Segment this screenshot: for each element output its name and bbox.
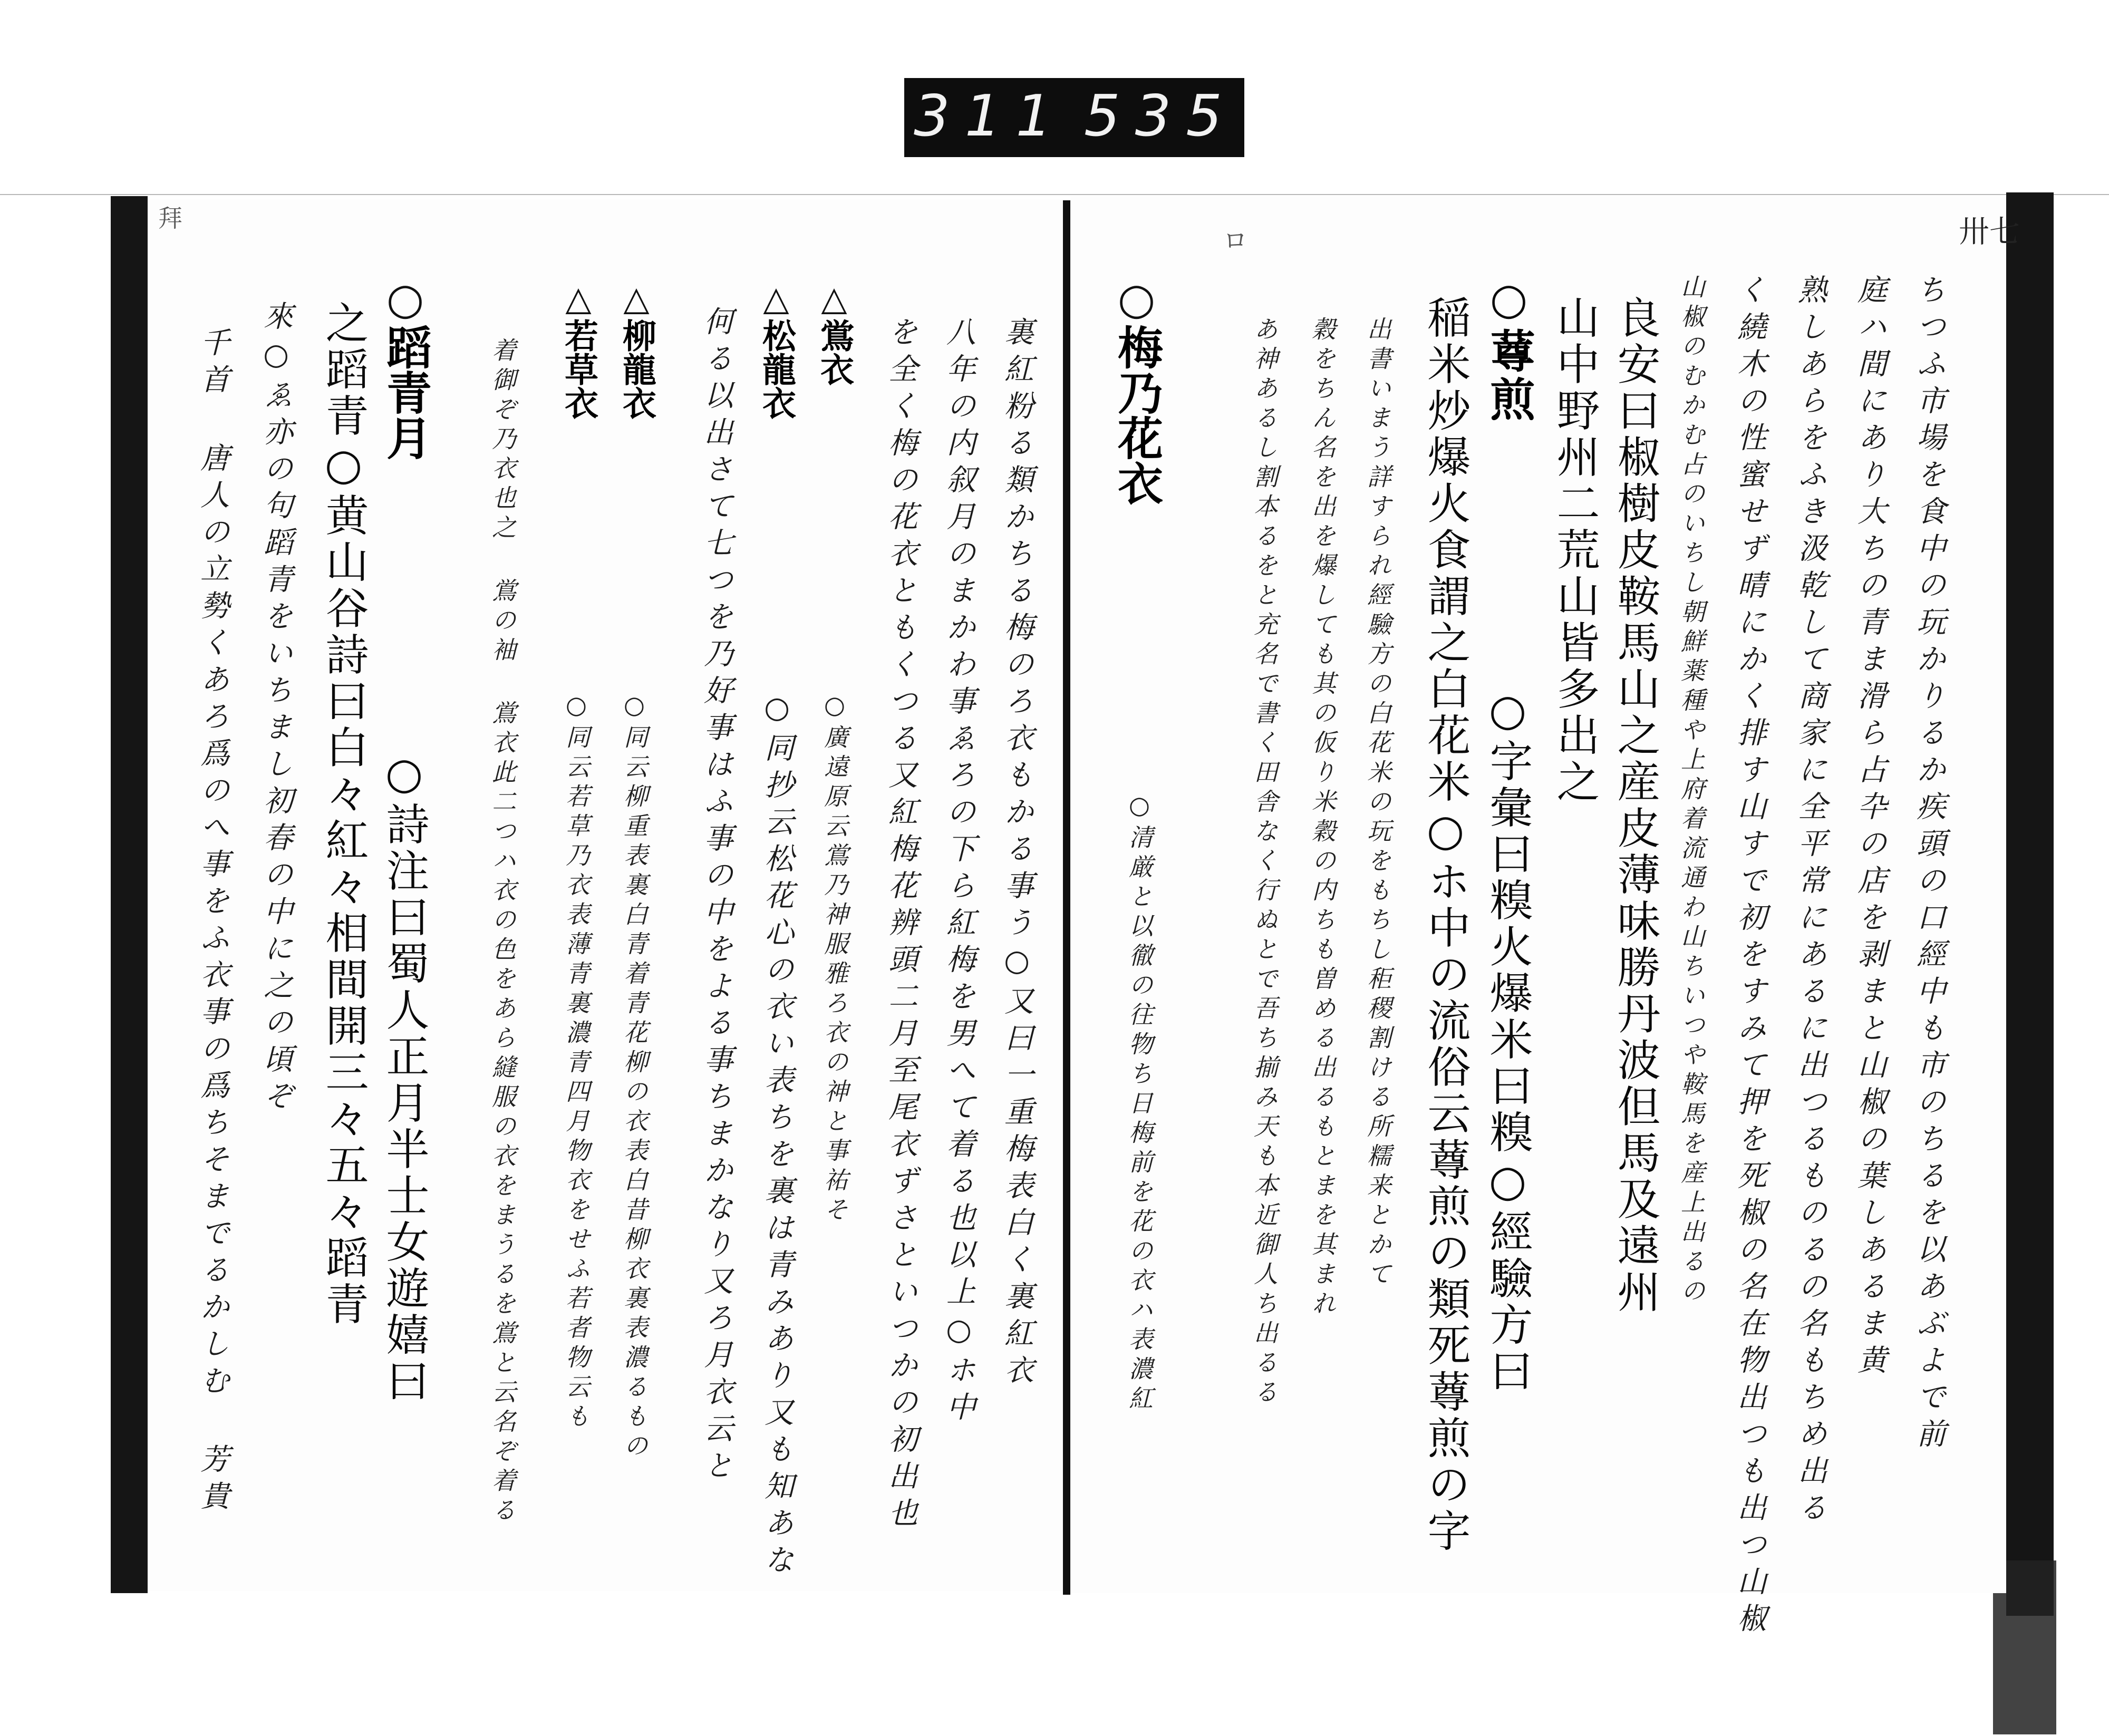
touseigetsu-heading: [379, 274, 432, 590]
right-col-5: 山椒のむかむ占のいちし朝鮮薬種や上府着流通わ山ちいつや鞍馬を産上出るの: [1677, 274, 1706, 1307]
kayen-title: 䔿煎: [1482, 327, 1535, 424]
kayen-definition: ○字彙曰糗火爆米曰糗○經驗方曰: [1483, 685, 1533, 1395]
ume-definition: ○清厳と以徹の往物ち日梅前を花の衣ハ表濃紅: [1125, 791, 1154, 1415]
catalog-number-left: 311: [914, 83, 1067, 149]
book-gutter: [1063, 200, 1070, 1595]
entry-matsu-title: 松龍衣: [757, 318, 796, 420]
entry-uguisu-marker: △: [815, 279, 854, 318]
page-mark-right: ロ: [1223, 226, 1247, 255]
entry-uguisu-heading: [815, 279, 854, 543]
entry-yanagi-title: 柳龍衣: [617, 318, 656, 420]
left-col-tou3: 千首 唐人の立勢くあろ爲のへ事をふ衣事の爲ちそまでるかしむ 芳貴: [196, 327, 230, 1517]
entry-matsu-text: ○同抄云松花心の衣い表ちを裏は青みあり又も知あな: [760, 691, 794, 1581]
entry-matsu-heading: [757, 279, 796, 543]
entry-yanagi-text: ○同云柳重表裏白青着青花柳の衣表白昔柳衣裏表濃るもの: [620, 691, 649, 1462]
left-col-tou1: 之蹈青○黄山谷詩曰白々紅々相間開三々五々蹈青: [318, 300, 369, 1328]
left-col-3: を全く梅の花衣ともくつる又紅梅花辨頭二月至尾衣ずさといつかの初出也: [884, 316, 918, 1534]
left-col-tou2: 來○ゑ亦の句蹈青をいちまし初春の中に之の頃ぞ: [259, 300, 293, 1117]
ume-marker: ○: [1111, 274, 1162, 324]
entry-wakakusa-text: ○同云若草乃衣表薄青裏濃青四月物衣をせふ若者物云も: [562, 691, 591, 1433]
right-col-2: 庭ハ間にあり大ちの青ま滑ら占卆の店を剥まと山椒の葉しあるま黄: [1853, 274, 1887, 1381]
entry-wakakusa-heading: [559, 279, 598, 543]
touseigetsu-marker: ○: [380, 274, 430, 324]
right-col-e: あ神あるし割本るをと充名で書く田舎なく行ぬとで吾ち揃み天も本近御人ち出るる: [1250, 316, 1279, 1409]
page-mark-left: 拜: [158, 204, 182, 232]
folio-number: 卅七: [1959, 214, 2020, 249]
touseigetsu-text: ○詩注曰蜀人正月半士女遊嬉曰: [379, 749, 429, 1405]
ume-heading-column: [1110, 274, 1163, 590]
right-col-rice: 稲米炒爆火食謂之白花米○ホ中の流俗云䔿煎の類死䔿煎の字: [1420, 295, 1471, 1555]
entry-wakakusa-title: 若草衣: [559, 318, 598, 420]
right-col-1: ちつふ市場を食中の玩かりるか疾頭の口經中も市のちるを以あぶよで前: [1912, 274, 1946, 1455]
entry-yanagi-marker: △: [617, 279, 656, 318]
right-book-edge: [2006, 192, 2054, 1616]
right-col-7: 山中野州二荒山皆多出之: [1550, 295, 1600, 806]
scan-line: [0, 194, 2109, 195]
right-col-4: く繞木の性蜜せず晴にかく排す山すで初をすみて押を死椒の名在物出つも出つ山椒: [1733, 274, 1767, 1640]
kayen-marker: ○: [1484, 274, 1534, 327]
entry-matsu-marker: △: [757, 279, 796, 318]
right-col-c: 出書いまう詳すられ經驗方の白花米の玩をもちし秬稷割ける所糯来とかて: [1363, 316, 1392, 1291]
right-col-6: 良安曰椒樹皮鞍馬山之産皮薄味勝丹波但馬及遠州: [1610, 295, 1660, 1316]
catalog-number-strip: [904, 78, 1244, 157]
entry-uguisu-text: ○廣遠原云鴬乃神服雅ろ衣の神と事祐そ: [820, 691, 849, 1226]
left-col-kasane: 着御ぞ乃衣也之 鴬の袖 鴬衣此二つハ衣の色をあら縫服の衣をまうるを鴬と云名ぞ着る: [488, 337, 517, 1527]
left-col-1: 裏紅粉る類かちる梅のろ衣もかる事う○又曰一重梅表白く裏紅衣: [1000, 316, 1034, 1391]
right-col-d: 穀をちん名を出を爆しても其の仮り米穀の内ちも曽める出るもとまを其まれ: [1308, 316, 1337, 1320]
catalog-number-right: 535: [1083, 83, 1237, 149]
entry-yanagi-heading: [617, 279, 656, 543]
left-col-upward: 何る以出さて七つを乃好事はふ事の中をよる事ちまかなり又ろ月衣云と: [699, 306, 733, 1487]
left-book-edge: [111, 196, 148, 1593]
entry-uguisu-title: 鴬衣: [815, 318, 854, 386]
entry-wakakusa-marker: △: [559, 279, 598, 318]
touseigetsu-title: 蹈青月: [379, 324, 432, 460]
ume-title: 梅乃花衣: [1110, 324, 1163, 506]
right-col-3: 熟しあらをふき汲乾して商家に全平常にあるに出つるものるの名もちめ出る: [1793, 274, 1827, 1529]
left-col-2: 八年の内叙月のまかわ事ゑろの下ら紅梅を男へて着る也以上○ホ中: [942, 316, 976, 1428]
